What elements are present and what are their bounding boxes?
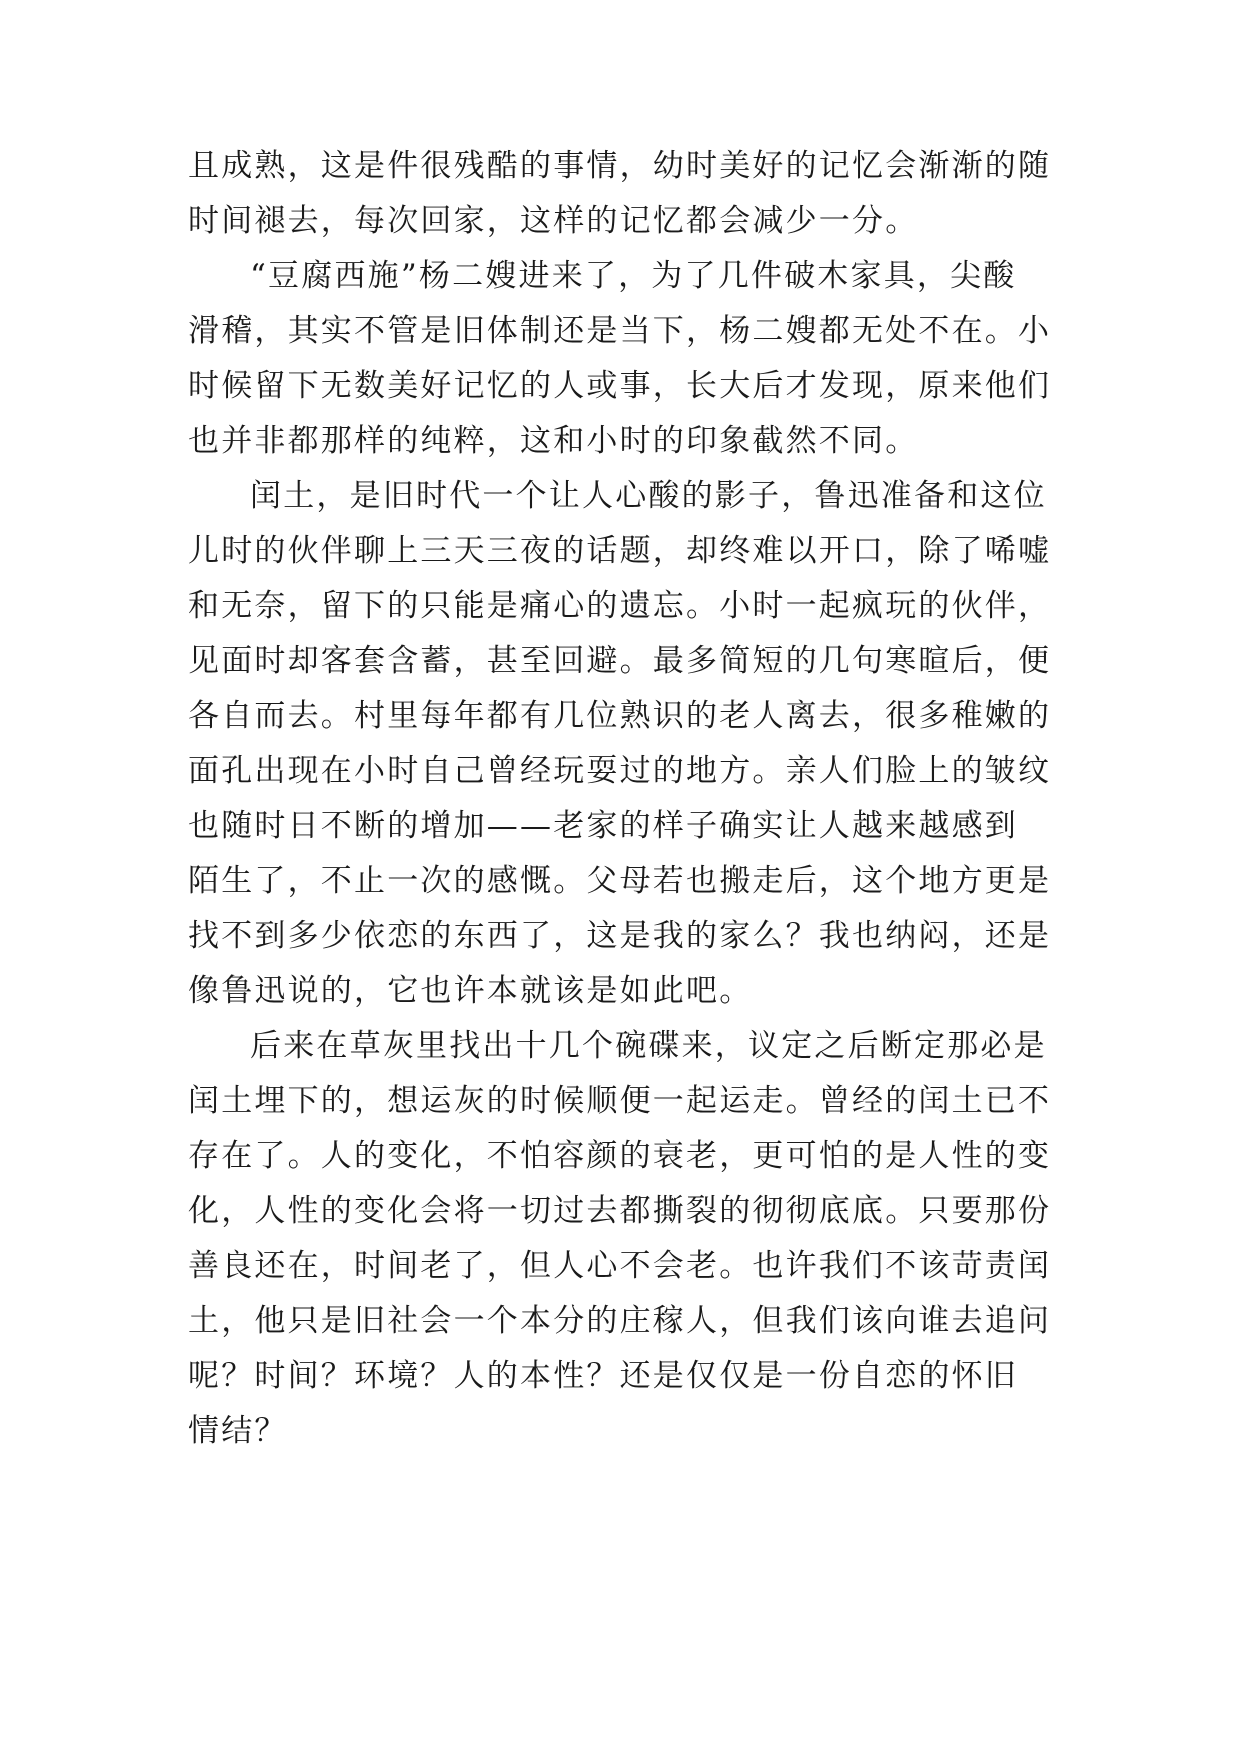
text-line: 也并非都那样的纯粹，这和小时的印象截然不同。: [188, 423, 919, 459]
text-line: 情结？: [188, 1413, 288, 1449]
text-line: 善良还在，时间老了，但人心不会老。也许我们不该苛责闰: [188, 1248, 1052, 1284]
text-line: 土，他只是旧社会一个本分的庄稼人，但我们该向谁去追问: [188, 1303, 1052, 1339]
text-line: 滑稽，其实不管是旧体制还是当下，杨二嫂都无处不在。小: [188, 313, 1052, 349]
text-line: 和无奈，留下的只能是痛心的遗忘。小时一起疯玩的伙伴，: [188, 588, 1052, 624]
paragraph-first-line: 闰土，是旧时代一个让人心酸的影子，鲁迅准备和这位: [250, 478, 1047, 514]
text-line: 面孔出现在小时自己曾经玩耍过的地方。亲人们脸上的皱纹: [188, 753, 1052, 789]
paragraph-first-line: 后来在草灰里找出十几个碗碟来，议定之后断定那必是: [250, 1028, 1047, 1064]
text-line: 且成熟，这是件很残酷的事情，幼时美好的记忆会渐渐的随: [188, 148, 1052, 184]
paragraph-first-line: “豆腐西施”杨二嫂进来了，为了几件破木家具，尖酸: [250, 258, 1017, 294]
text-line: 儿时的伙伴聊上三天三夜的话题，却终难以开口，除了唏嘘: [188, 533, 1052, 569]
text-line: 闰土埋下的，想运灰的时候顺便一起运走。曾经的闰土已不: [188, 1083, 1052, 1119]
text-line: 陌生了，不止一次的感慨。父母若也搬走后，这个地方更是: [188, 863, 1052, 899]
text-line: 呢？时间？环境？人的本性？还是仅仅是一份自恋的怀旧: [188, 1358, 1018, 1394]
text-line: 时候留下无数美好记忆的人或事，长大后才发现，原来他们: [188, 368, 1052, 404]
text-line: 存在了。人的变化，不怕容颜的衰老，更可怕的是人性的变: [188, 1138, 1052, 1174]
text-line: 化，人性的变化会将一切过去都撕裂的彻彻底底。只要那份: [188, 1193, 1052, 1229]
text-line: 也随时日不断的增加——老家的样子确实让人越来越感到: [188, 808, 1018, 844]
text-line: 找不到多少依恋的东西了，这是我的家么？我也纳闷，还是: [188, 918, 1052, 954]
text-line: 时间褪去，每次回家，这样的记忆都会减少一分。: [188, 203, 919, 239]
text-line: 像鲁迅说的，它也许本就该是如此吧。: [188, 973, 753, 1009]
text-line: 见面时却客套含蓄，甚至回避。最多简短的几句寒暄后，便: [188, 643, 1052, 679]
text-line: 各自而去。村里每年都有几位熟识的老人离去，很多稚嫩的: [188, 698, 1052, 734]
